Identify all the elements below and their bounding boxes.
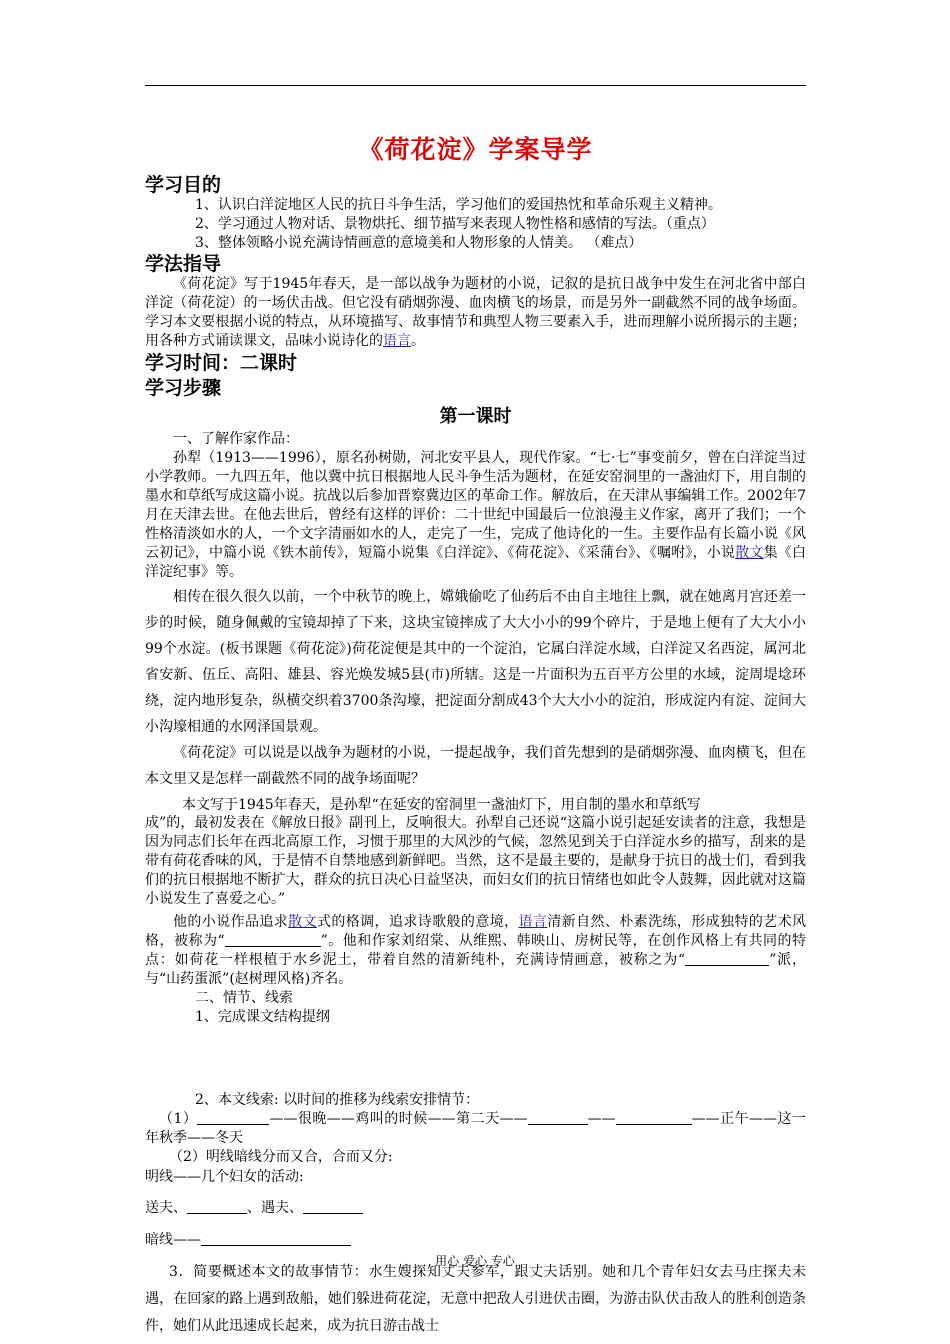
- style-text-4: ”。他和作家刘绍棠、从维熙、韩映山、房树民等，在创作风格上有共同的特点：如荷花一样根植于水乡泥土，带着自然的清新纯朴，充满诗情画意，被称之为“: [145, 933, 806, 968]
- writing-paragraph: 成”的，最初发表在《解放日报》副刊上，反响很大。孙犁自己还说“这篇小说引起延安读者的注意，我想是因为同志们长年在西北高原工作，习惯于那里的大风沙的气候，忽然见到关于白洋淀水乡的描写，刮来的是带有荷花香味的风，于是情不自禁地感到新鲜吧。当然，这不是最主要的，是献身于抗日的战士们，看到我们的抗日根据地不断扩大，群众的抗日决心日益坚决，而妇女们的抗日情绪也如此令人鼓舞，因此就对这篇小说发生了喜爱之心。”: [145, 815, 806, 907]
- objective-item-1: 1、认识白洋淀地区人民的抗日斗争生活，学习他们的爱国热忱和革命乐观主义精神。: [195, 197, 722, 213]
- visit-blank-1[interactable]: [187, 1199, 247, 1214]
- language-link[interactable]: 语言: [383, 333, 411, 349]
- part-one-heading: 一、了解作家作品：: [173, 431, 299, 447]
- plot-summary: 3．简要概述本文的故事情节：水生嫂探知丈夫参军，跟丈夫话别。她和几个青年妇女去马庄探夫未遇，在回家的路上遇到敌船，她们躲进荷花淀，无意中把敌人引进伏击圈，为游击队伏击敌人的胜利创造条件，她们从此迅速成长起来，成为抗日游击战士: [145, 1264, 806, 1334]
- clue-text-1: （1）: [159, 1111, 198, 1127]
- document-body: [145, 132, 806, 1340]
- bright-line-label: 明线——几个妇女的活动:: [145, 1169, 304, 1185]
- lesson-one-heading: 第一课时: [439, 406, 512, 427]
- legend-paragraph: 相传在很久很久以前，一个中秋节的晚上，嫦娥偷吃了仙药后不由自主地往上飘，就在她离月宫还差一步的时候，随身佩戴的宝镜却掉了下来，这块宝镜摔成了大大小小的99个碎片，于是地上便有了大大小小99个水淀。(板书课题《荷花淀》)荷花淀便是其中的一个淀泊，它属白洋淀水域，白洋淀又名西淀，属河北省安新、伍丘、高阳、雄县、容光焕发城5县(市)所辖。这是一片面积为五百平方公里的水域，淀周堤埝环绕，淀内地形复杂，纵横交织着3700条沟壕，把淀面分割成43个大大小小的淀泊，形成淀内有淀、淀间大小沟壕相通的水网泽国景观。: [145, 589, 806, 735]
- style-text-5: ”派，与“山药蛋派”(赵树理风格)齐名。: [145, 952, 806, 987]
- objective-item-2: 2、学习通过人物对话、景物烘托、细节描写来表现人物性格和感情的写法。（重点）: [195, 216, 715, 232]
- structure-outline-space: [145, 1027, 806, 1091]
- objectives-heading: 学习目的: [145, 174, 222, 196]
- header-rule: [145, 85, 806, 86]
- style-text-3: 清新自然、朴素洗练，形成独特的艺术风格，被称为“: [145, 914, 807, 949]
- author-paragraph: [145, 449, 806, 582]
- clue-text-3: ——: [587, 1111, 616, 1127]
- prose-style-link[interactable]: 散文: [288, 914, 317, 930]
- method-text: 《荷花淀》写于1945年春天，是一部以战争为题材的小说，记叙的是抗日战争中发生在河北省中部白洋淀（荷花淀）的一场伏击战。但它没有硝烟弥漫、血肉横飞的场景，而是另外一副截然不同的战争场面。学习本文要根据小说的特点，从环境描写、故事情节和典型人物三要素入手，进而理解小说所揭示的主题；用各种方式诵读课文，品味小说诗化的: [145, 276, 806, 349]
- dark-line-label: 暗线——: [145, 1232, 201, 1248]
- style-text-1: 他的小说作品追求: [173, 914, 289, 930]
- dark-line-blank[interactable]: [201, 1231, 351, 1246]
- prose-link[interactable]: 散文: [735, 545, 764, 561]
- time-heading: 学习时间：二课时: [145, 352, 298, 374]
- page-footer: 用心 爱心 专心: [435, 1254, 515, 1268]
- author-text: 孙犁（1913——1996），原名孙树勋，河北安平县人，现代作家。“七·七”事变前夕，曾在白洋淀当过小学教师。一九四五年，他以冀中抗日根据地人民斗争生活为题材，在延安窑洞里的一盏油灯下，用自制的墨水和草纸写成这篇小说。抗战以后参加晋察冀边区的革命工作。解放后，在天津从事编辑工作。2002年7月在天津去世。在他去世后，曾经有这样的评价：二十世纪中国最后一位浪漫主义作家，离开了我们；一个性格清淡如水的人，一个文字清丽如水的人，走完了一生，完成了他诗化的一生。主要作品有长篇小说《风云初记》，中篇小说《铁木前传》，短篇小说集《白洋淀》、《荷花淀》、《采蒲台》、《嘱咐》，小说: [145, 450, 806, 561]
- style-text-2: 式的格调，追求诗歌般的意境，: [316, 914, 519, 930]
- clue-blank-1[interactable]: [197, 1110, 269, 1125]
- writing-paragraph-first-line: 本文写于1945年春天，是孙犁“在延安的窑洞里一盏油灯下，用自制的墨水和草纸写: [182, 797, 701, 813]
- method-heading: 学法指导: [145, 253, 222, 275]
- clue-task: 2、本文线索: 以时间的推移为线索安排情节：: [195, 1092, 480, 1108]
- style-name-blank[interactable]: [225, 932, 321, 947]
- clue-text-4: ——正午——这一年秋季——冬天: [145, 1111, 807, 1146]
- clue-sequence: [145, 1110, 806, 1148]
- clue-text-2: ——很晚——鸡叫的时候——第二天——: [269, 1111, 528, 1127]
- visit-text-2: 、遇夫、: [247, 1200, 303, 1216]
- objective-item-3: 3、整体领略小说充满诗情画意的意境美和人物形象的人情美。 （难点）: [195, 235, 643, 251]
- style-paragraph: [145, 913, 806, 989]
- visit-text-1: 送夫、: [145, 1200, 187, 1216]
- dark-line: [145, 1227, 806, 1253]
- document-title: 《荷花淀》学案导学: [358, 135, 593, 164]
- structure-task: 1、完成课文结构提纲: [195, 1009, 330, 1025]
- steps-heading: 学习步骤: [145, 377, 222, 399]
- part-two-heading: 二、情节、线索: [195, 990, 293, 1006]
- clue-blank-2[interactable]: [528, 1110, 588, 1125]
- clue-line-2: （2）明线暗线分而又合，合而又分:: [169, 1149, 393, 1165]
- method-paragraph: [145, 275, 806, 351]
- school-name-blank[interactable]: [685, 951, 769, 966]
- language-style-link[interactable]: 语言: [518, 914, 548, 930]
- visit-blank-2[interactable]: [303, 1199, 363, 1214]
- clue-blank-3[interactable]: [616, 1110, 692, 1125]
- author-text-end: 集《白洋淀纪事》等。: [145, 545, 807, 580]
- bright-line-activities: [145, 1195, 806, 1221]
- question-paragraph: 《荷花淀》可以说是以战争为题材的小说，一提起战争，我们首先想到的是硝烟弥漫、血肉横飞，但在本文里又是怎样一副截然不同的战争场面呢？: [145, 745, 806, 787]
- method-text-end: 。: [411, 333, 425, 349]
